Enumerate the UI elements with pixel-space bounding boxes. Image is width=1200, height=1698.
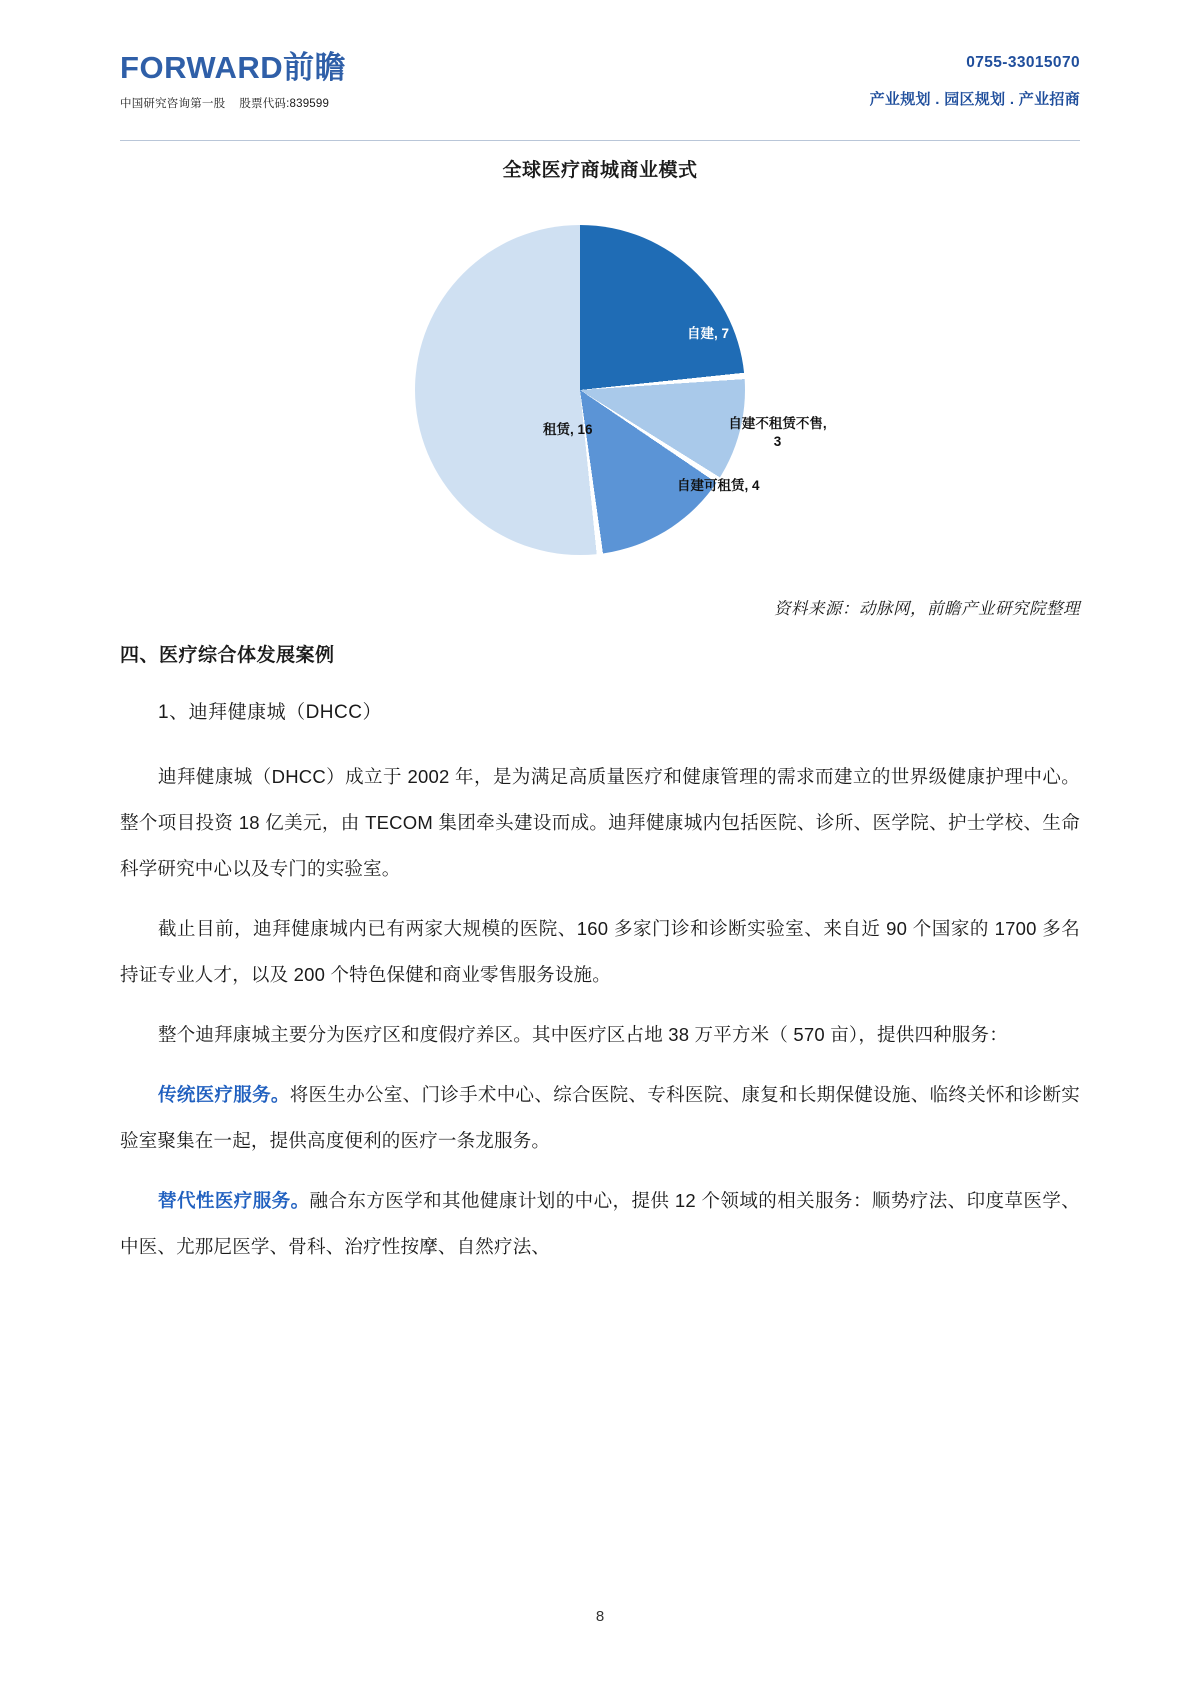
paragraph-1: 迪拜健康城（DHCC）成立于 2002 年，是为满足高质量医疗和健康管理的需求而建立的世界级健康护理中心。整个项目投资 18 亿美元，由 TECOM 集团牵头建设而成。迪拜健康城内包括医院、诊所、医学院、护士学校、生命科学研究中心以及专门的实验室。: [120, 766, 1080, 879]
chart-title: 全球医疗商城商业模式: [502, 160, 698, 181]
pie-label-zijian: 自建, 7: [687, 326, 730, 341]
paragraph-3: 整个迪拜康城主要分为医疗区和度假疗养区。其中医疗区占地 38 万平方米（ 570 亩），提供四种服务：: [158, 1024, 1008, 1045]
document-body: [120, 640, 1080, 1284]
pie-label-zijian-ke-zulin: 自建可租赁, 4: [677, 478, 760, 493]
paragraph-4-text: 将医生办公室、门诊手术中心、综合医院、专科医院、康复和长期保健设施、临终关怀和诊断实验室聚集在一起，提供高度便利的医疗一条龙服务。: [120, 1084, 1080, 1151]
pie-label-zijian-bu-zulin-bu-shou: 自建不租赁不售, 3: [728, 416, 827, 450]
company-logo: [120, 52, 346, 83]
page-header: [120, 52, 1080, 140]
source-note: 资料来源：动脉网，前瞻产业研究院整理: [774, 600, 1080, 618]
sub-heading: 1、迪拜健康城（DHCC）: [158, 702, 382, 723]
keyword-traditional-service: 传统医疗服务。: [158, 1084, 290, 1105]
brand-block: [120, 52, 346, 111]
paragraph-4: [120, 1072, 1080, 1164]
page-number: 8: [595, 1608, 605, 1625]
brand-tagline: 中国研究咨询第一股: [120, 98, 226, 110]
stock-code: 股票代码:839599: [239, 98, 330, 110]
keyword-alternative-service: 替代性医疗服务。: [158, 1190, 310, 1211]
paragraph-2: 截止目前，迪拜健康城内已有两家大规模的医院、160 多家门诊和诊断实验室、来自近 90 个国家的 1700 多名持证专业人才，以及 200 个特色保健和商业零售服务设施。: [120, 918, 1080, 985]
paragraph-5-text: 融合东方医学和其他健康计划的中心，提供 12 个领域的相关服务：顺势疗法、印度草医学、中医、尤那尼医学、骨科、治疗性按摩、自然疗法、: [120, 1190, 1080, 1257]
section-heading: 四、医疗综合体发展案例: [120, 645, 335, 666]
header-divider: [120, 140, 1080, 141]
logo-text-rest: RWARD: [164, 50, 284, 85]
pie-chart: [120, 200, 1080, 590]
paragraph-5: [120, 1178, 1080, 1270]
header-contact: [870, 54, 1080, 109]
services-line: 产业规划 . 园区规划 . 产业招商: [869, 91, 1080, 108]
phone-number: 0755-33015070: [966, 54, 1080, 71]
logo-o-icon: O: [139, 50, 165, 85]
logo-text-cn: 前瞻: [283, 50, 347, 85]
pie-chart-graphic: [415, 225, 827, 555]
logo-text-main: F: [120, 50, 140, 85]
pie-slices: [415, 225, 745, 555]
brand-subtitle: [120, 95, 346, 111]
pie-label-zulin: 租赁, 16: [543, 422, 593, 437]
